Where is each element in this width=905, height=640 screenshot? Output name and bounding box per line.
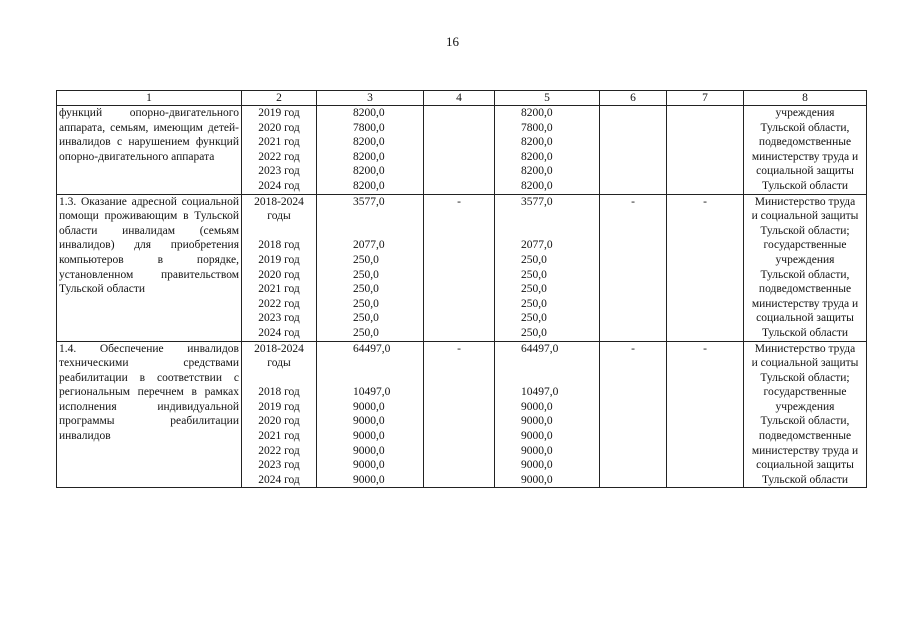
- period-cell-line: 2024 год: [258, 473, 300, 486]
- regional-budget-cell-line: 9000,0: [521, 444, 553, 457]
- total-amount-cell-line: 250,0: [353, 326, 379, 339]
- responsible-executor-cell-line: подведомственные: [758, 283, 852, 296]
- total-amount-cell: [317, 194, 424, 341]
- regional-budget-cell-line: [521, 356, 597, 371]
- column-6-cell: [600, 341, 667, 488]
- responsible-executor-cell-line: Тульской области: [761, 179, 848, 192]
- responsible-executor-cell: [744, 341, 867, 488]
- column-7-cell: [667, 341, 744, 488]
- period-cell-line: 2021 год: [258, 136, 300, 149]
- table-row: [57, 194, 867, 341]
- responsible-executor-cell-line: государственные: [763, 239, 847, 252]
- responsible-executor-cell-line: учреждения: [775, 400, 835, 413]
- regional-budget-cell-line: 8200,0: [521, 136, 553, 149]
- total-amount-cell-line: 250,0: [353, 283, 379, 296]
- responsible-executor-cell-line: Тульской области,: [760, 415, 850, 428]
- responsible-executor-cell-line: Тульской области: [761, 473, 848, 486]
- total-amount-cell-line: [353, 371, 421, 386]
- responsible-executor-cell-line: министерству труда и: [751, 444, 859, 457]
- column-4-cell: [424, 106, 495, 195]
- period-cell-line: годы: [267, 210, 291, 223]
- period-cell-line: 2019 год: [258, 400, 300, 413]
- regional-budget-cell-line: 9000,0: [521, 400, 553, 413]
- total-amount-cell-line: 250,0: [353, 312, 379, 325]
- total-amount-cell-line: 9000,0: [353, 459, 385, 472]
- regional-budget-cell-line: 250,0: [521, 312, 547, 325]
- regional-budget-cell: [495, 194, 600, 341]
- responsible-executor-cell-line: государственные: [763, 386, 847, 399]
- regional-budget-cell-line: 3577,0: [521, 195, 553, 208]
- table-row: [57, 341, 867, 488]
- responsible-executor-cell-line: подведомственные: [758, 136, 852, 149]
- total-amount-cell-line: 8200,0: [353, 179, 385, 192]
- regional-budget-cell-line: 64497,0: [521, 342, 559, 355]
- header-cell: 3: [317, 91, 424, 106]
- total-amount-cell-line: [353, 209, 421, 224]
- total-amount-cell-line: 3577,0: [353, 195, 385, 208]
- regional-budget-cell-line: 8200,0: [521, 107, 553, 119]
- responsible-executor-cell-line: министерству труда и: [751, 297, 859, 310]
- total-amount-cell-line: 8200,0: [353, 165, 385, 178]
- responsible-executor-cell-line: Тульской области;: [760, 371, 850, 384]
- column-6-cell: [600, 194, 667, 341]
- column-4-cell: [424, 194, 495, 341]
- period-cell-line: 2022 год: [258, 444, 300, 457]
- total-amount-cell-line: 250,0: [353, 297, 379, 310]
- total-amount-cell-line: 9000,0: [353, 473, 385, 486]
- period-cell-line: 2020 год: [258, 415, 300, 428]
- responsible-executor-cell-line: учреждения: [775, 253, 835, 266]
- responsible-executor-cell-line: и социальной защиты: [751, 357, 859, 370]
- regional-budget-cell: [495, 106, 600, 195]
- responsible-executor-cell: [744, 106, 867, 195]
- period-cell-line: 2024 год: [258, 326, 300, 339]
- period-cell-line: 2023 год: [258, 312, 300, 325]
- measure-description: 1.4. Обеспечение инвалидов техническими средствами реабилитации в соответствии с региональным перечнем в рамках исполнения индивидуальной программы реабилитации инвалидов: [57, 341, 242, 488]
- data-table: [56, 90, 867, 488]
- total-amount-cell-line: 9000,0: [353, 400, 385, 413]
- responsible-executor-cell-line: социальной защиты: [756, 459, 854, 472]
- responsible-executor-cell-line: Тульской области,: [760, 121, 850, 134]
- column-6-cell-line: -: [631, 195, 635, 208]
- regional-budget-cell-line: [521, 371, 597, 386]
- period-cell-line: [244, 371, 314, 386]
- responsible-executor-cell-line: Министерство труда: [754, 195, 856, 208]
- period-cell-line: 2022 год: [258, 150, 300, 163]
- regional-budget-cell-line: 8200,0: [521, 179, 553, 192]
- responsible-executor-cell-line: подведомственные: [758, 430, 852, 443]
- regional-budget-cell-line: 9000,0: [521, 430, 553, 443]
- column-7-cell-line: -: [703, 195, 707, 208]
- header-cell: 4: [424, 91, 495, 106]
- regional-budget-cell-line: 7800,0: [521, 121, 553, 134]
- header-cell: 8: [744, 91, 867, 106]
- period-cell-line: 2023 год: [258, 165, 300, 178]
- regional-budget-cell-line: [521, 224, 597, 239]
- period-cell-line: 2018 год: [258, 386, 300, 399]
- page-number: 16: [446, 34, 459, 49]
- period-cell-line: годы: [267, 357, 291, 370]
- regional-budget-cell-line: 250,0: [521, 283, 547, 296]
- total-amount-cell-line: 8200,0: [353, 136, 385, 149]
- period-cell-line: 2020 год: [258, 121, 300, 134]
- regional-budget-cell-line: 2077,0: [521, 239, 553, 252]
- total-amount-cell-line: [353, 224, 421, 239]
- measure-description: функций опорно-двигательного аппарата, семьям, имеющим детей-инвалидов с нарушением функций опорно-двигательного аппарата: [57, 106, 242, 195]
- regional-budget-cell-line: 250,0: [521, 253, 547, 266]
- column-7-cell: [667, 106, 744, 195]
- responsible-executor-cell-line: Тульской области;: [760, 224, 850, 237]
- period-cell-line: 2021 год: [258, 283, 300, 296]
- period-cell-line: 2019 год: [258, 253, 300, 266]
- total-amount-cell: [317, 106, 424, 195]
- total-amount-cell-line: 64497,0: [353, 342, 391, 355]
- regional-budget-cell-line: 9000,0: [521, 473, 553, 486]
- responsible-executor-cell: [744, 194, 867, 341]
- period-cell: [242, 341, 317, 488]
- column-4-cell: [424, 341, 495, 488]
- total-amount-cell-line: 9000,0: [353, 444, 385, 457]
- header-cell: 6: [600, 91, 667, 106]
- total-amount-cell-line: 8200,0: [353, 107, 385, 119]
- period-cell-line: 2018-2024: [254, 342, 304, 355]
- total-amount-cell-line: 9000,0: [353, 430, 385, 443]
- regional-budget-cell: [495, 341, 600, 488]
- regional-budget-cell-line: 250,0: [521, 268, 547, 281]
- total-amount-cell-line: 7800,0: [353, 121, 385, 134]
- period-cell-line: 2022 год: [258, 297, 300, 310]
- responsible-executor-cell-line: Министерство труда: [754, 342, 856, 355]
- total-amount-cell: [317, 341, 424, 488]
- period-cell: [242, 194, 317, 341]
- responsible-executor-cell-line: социальной защиты: [756, 312, 854, 325]
- header-cell: 5: [495, 91, 600, 106]
- period-cell-line: 2021 год: [258, 430, 300, 443]
- column-4-cell-line: -: [457, 342, 461, 355]
- period-cell: [242, 106, 317, 195]
- total-amount-cell-line: 10497,0: [353, 386, 391, 399]
- regional-budget-cell-line: 10497,0: [521, 386, 559, 399]
- total-amount-cell-line: 2077,0: [353, 239, 385, 252]
- total-amount-cell-line: [353, 356, 421, 371]
- total-amount-cell-line: 8200,0: [353, 150, 385, 163]
- column-6-cell: [600, 106, 667, 195]
- regional-budget-cell-line: [521, 209, 597, 224]
- column-7-cell: [667, 194, 744, 341]
- regional-budget-cell-line: 8200,0: [521, 150, 553, 163]
- regional-budget-cell-line: 9000,0: [521, 459, 553, 472]
- total-amount-cell-line: 250,0: [353, 268, 379, 281]
- header-cell: 1: [57, 91, 242, 106]
- period-cell-line: 2019 год: [258, 107, 300, 119]
- regional-budget-cell-line: 9000,0: [521, 415, 553, 428]
- responsible-executor-cell-line: социальной защиты: [756, 165, 854, 178]
- column-4-cell-line: -: [457, 195, 461, 208]
- period-cell-line: 2023 год: [258, 459, 300, 472]
- header-row: [57, 91, 867, 106]
- responsible-executor-cell-line: Тульской области,: [760, 268, 850, 281]
- regional-budget-cell-line: 250,0: [521, 297, 547, 310]
- period-cell-line: 2020 год: [258, 268, 300, 281]
- responsible-executor-cell-line: Тульской области: [761, 326, 848, 339]
- table-row: [57, 106, 867, 195]
- column-7-cell-line: -: [703, 342, 707, 355]
- measure-description: 1.3. Оказание адресной социальной помощи проживающим в Тульской области инвалидам (семьям инвалидов) для приобретения компьютеров в порядке, установленном правительством Тульской области: [57, 194, 242, 341]
- total-amount-cell-line: 250,0: [353, 253, 379, 266]
- period-cell-line: [244, 224, 314, 239]
- responsible-executor-cell-line: и социальной защиты: [751, 210, 859, 223]
- total-amount-cell-line: 9000,0: [353, 415, 385, 428]
- column-6-cell-line: -: [631, 342, 635, 355]
- responsible-executor-cell-line: учреждения: [775, 107, 835, 119]
- period-cell-line: 2024 год: [258, 179, 300, 192]
- header-cell: 7: [667, 91, 744, 106]
- period-cell-line: 2018-2024: [254, 195, 304, 208]
- regional-budget-cell-line: 8200,0: [521, 165, 553, 178]
- responsible-executor-cell-line: министерству труда и: [751, 150, 859, 163]
- regional-budget-cell-line: 250,0: [521, 326, 547, 339]
- header-cell: 2: [242, 91, 317, 106]
- period-cell-line: 2018 год: [258, 239, 300, 252]
